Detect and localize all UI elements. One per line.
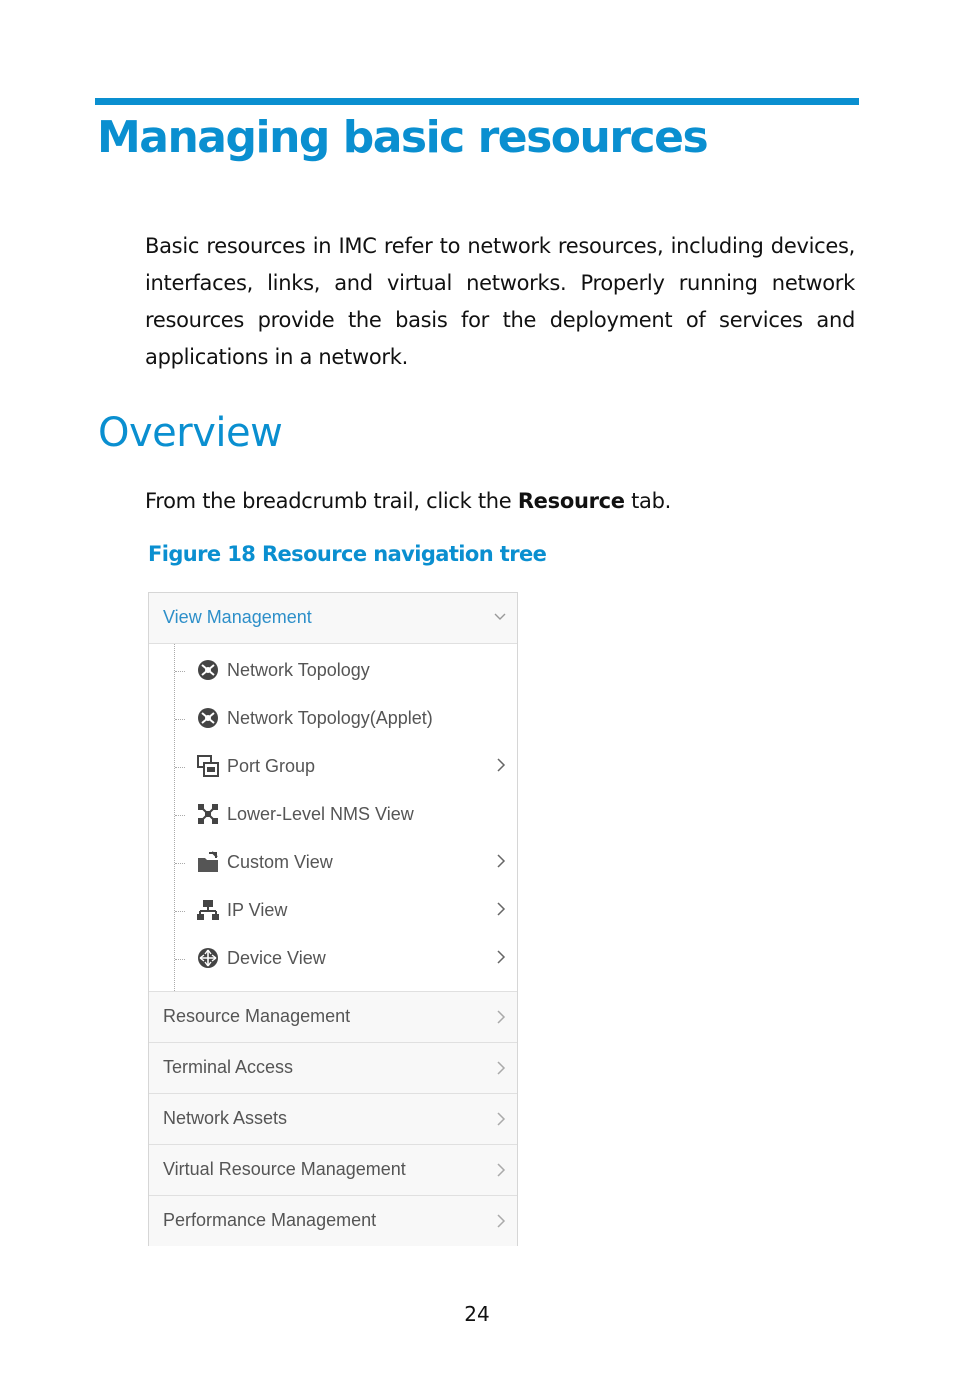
title-rule [95, 98, 859, 105]
resource-tab-name: Resource [517, 489, 625, 513]
tree-item-label: Port Group [227, 756, 316, 776]
menu-item-network-assets[interactable] [149, 1093, 517, 1144]
chevron-right-icon [495, 1163, 507, 1177]
tree-item-ip-view[interactable] [149, 886, 517, 934]
tree-item-label: Lower-Level NMS View [227, 804, 414, 824]
globe-icon [197, 707, 219, 729]
nms-icon [197, 803, 219, 825]
chevron-right-icon [495, 1214, 507, 1228]
tree-branch [175, 863, 185, 864]
menu-item-label: Terminal Access [163, 1057, 294, 1077]
tree-item-lower-level-nms-view[interactable] [149, 790, 517, 838]
tree-item-device-view[interactable] [149, 934, 517, 982]
tree-branch [175, 671, 185, 672]
tree-branch [175, 815, 185, 816]
tree-branch [175, 959, 185, 960]
menu-item-label: Resource Management [163, 1006, 351, 1026]
chevron-right-icon [495, 1061, 507, 1075]
port-group-icon [197, 755, 219, 777]
tree-item-network-topology[interactable] [149, 646, 517, 694]
view-management-header[interactable] [149, 593, 517, 644]
chevron-right-icon [495, 950, 507, 964]
overview-text [145, 489, 671, 513]
tree-item-port-group[interactable] [149, 742, 517, 790]
menu-item-label: Network Assets [163, 1108, 288, 1128]
folder-icon [197, 851, 219, 873]
tree-item-label: Device View [227, 948, 326, 968]
view-management-label: View Management [163, 607, 312, 627]
tree-branch [175, 719, 185, 720]
overview-text-after: tab. [624, 489, 672, 513]
tree-item-custom-view[interactable] [149, 838, 517, 886]
tree-branch [175, 911, 185, 912]
menu-item-terminal-access[interactable] [149, 1042, 517, 1093]
tree-item-label: IP View [227, 900, 288, 920]
chevron-right-icon [495, 1112, 507, 1126]
menu-item-label: Virtual Resource Management [163, 1159, 406, 1179]
ip-network-icon [197, 899, 219, 921]
overview-text-before: From the breadcrumb trail, click the [145, 489, 518, 513]
tree-item-label: Network Topology(Applet) [227, 708, 433, 728]
tree-branch [175, 767, 185, 768]
chevron-right-icon [495, 902, 507, 916]
intro-paragraph: Basic resources in IMC refer to network resources, including devices, interfaces, links, and virtual networks. Properly running network resources provide the basis for the deployment of services and applications in a network. [145, 234, 855, 369]
page-number: 24 [464, 1302, 490, 1326]
chevron-right-icon [495, 854, 507, 868]
menu-item-label: Performance Management [163, 1210, 377, 1230]
device-icon [197, 947, 219, 969]
page-title: Managing basic resources [97, 112, 708, 163]
view-management-children [149, 644, 517, 991]
section-heading: Overview [98, 410, 283, 456]
menu-item-virtual-resource-management[interactable] [149, 1144, 517, 1195]
resource-navigation-tree [148, 592, 518, 1246]
tree-item-label: Network Topology [227, 660, 370, 680]
menu-item-resource-management[interactable] [149, 991, 517, 1042]
tree-item-label: Custom View [227, 852, 333, 872]
menu-item-performance-management[interactable] [149, 1195, 517, 1246]
tree-item-network-topology-applet[interactable] [149, 694, 517, 742]
chevron-right-icon [495, 758, 507, 772]
globe-icon [197, 659, 219, 681]
figure-caption: Figure 18 Resource navigation tree [148, 542, 547, 566]
chevron-down-icon [493, 609, 507, 623]
chevron-right-icon [495, 1010, 507, 1024]
